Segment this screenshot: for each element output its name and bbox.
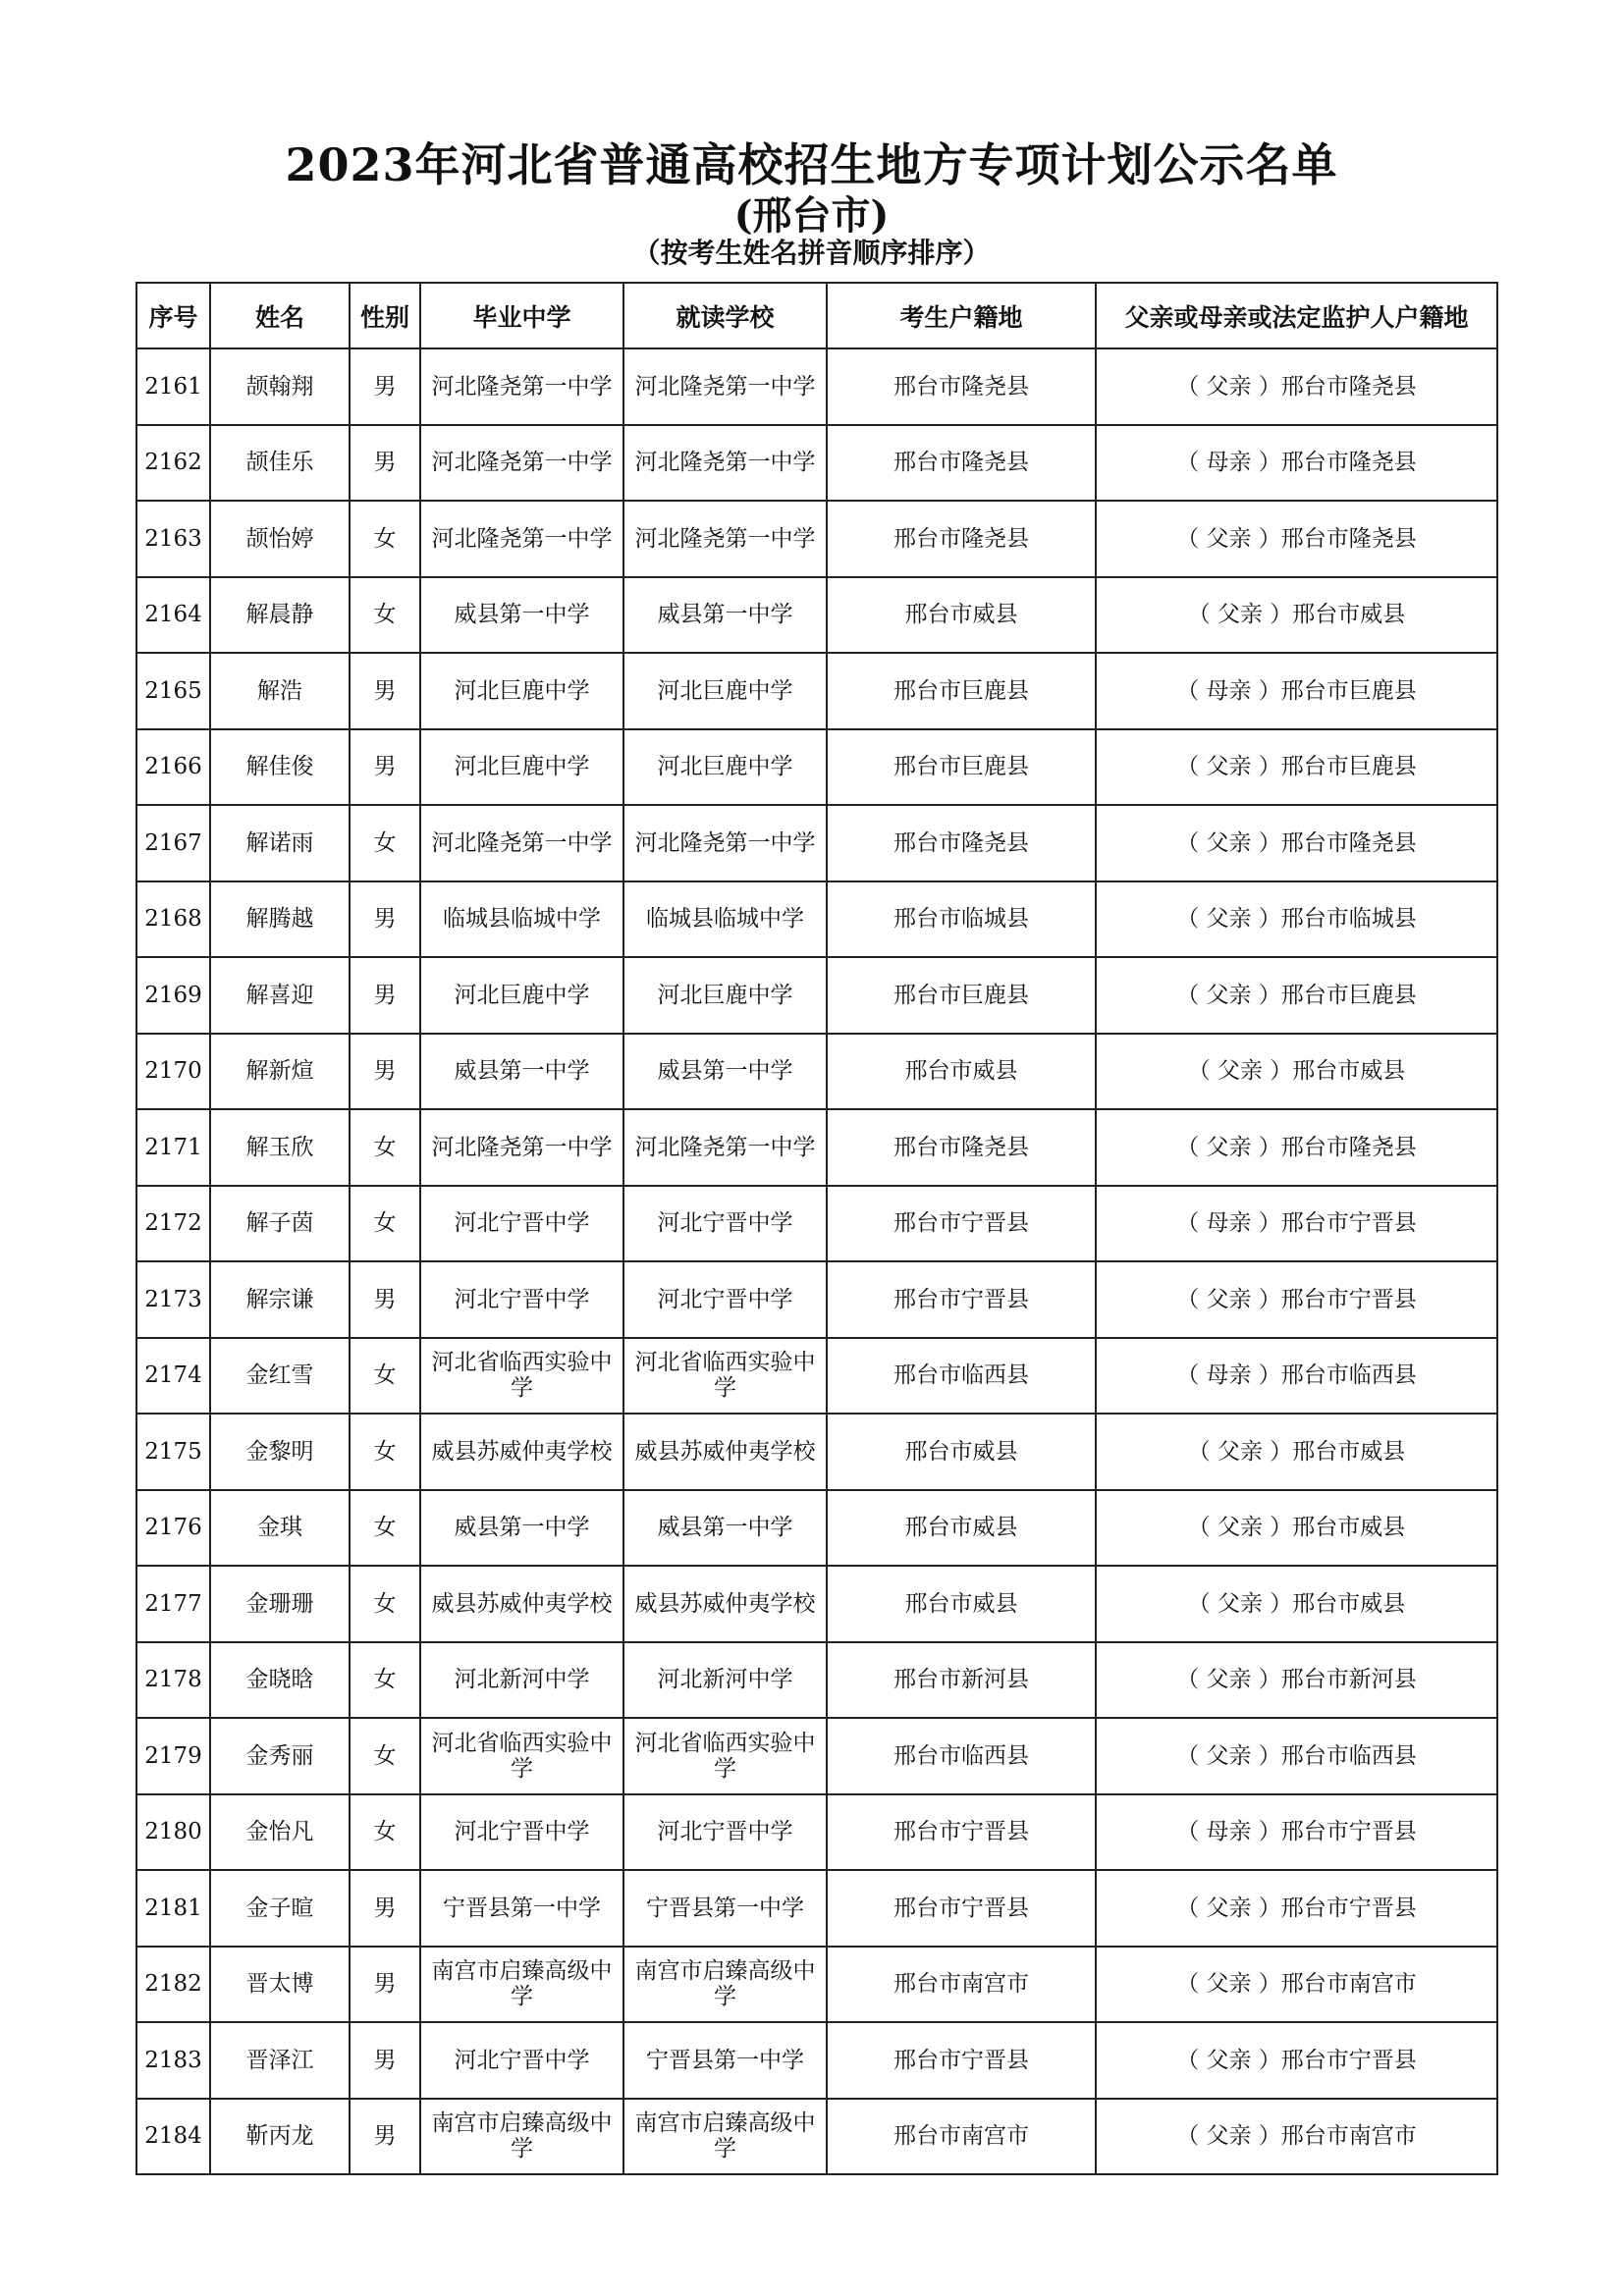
cell-name: 解浩 [210,653,350,729]
table-row [136,1870,1497,1947]
cell-gender: 男 [350,881,420,958]
cell-gender: 男 [350,2022,420,2099]
cell-index: 2179 [136,1718,210,1794]
cell-gender: 女 [350,501,420,577]
cell-gender: 男 [350,1947,420,2023]
cell-student-hukou: 邢台市威县 [827,1566,1096,1642]
cell-graduation-school: 威县第一中学 [420,1490,623,1567]
cell-student-hukou: 邢台市临西县 [827,1718,1096,1794]
cell-student-hukou: 邢台市宁晋县 [827,1186,1096,1262]
cell-gender: 女 [350,1414,420,1490]
cell-current-school: 威县第一中学 [623,1490,827,1567]
cell-student-hukou: 邢台市威县 [827,1490,1096,1567]
cell-graduation-school: 河北省临西实验中学 [420,1718,623,1794]
table-row [136,1034,1497,1110]
cell-student-hukou: 邢台市隆尧县 [827,425,1096,502]
cell-student-hukou: 邢台市威县 [827,1414,1096,1490]
cell-graduation-school: 威县第一中学 [420,1034,623,1110]
table-row [136,425,1497,502]
header-guardian-hukou: 父亲或母亲或法定监护人户籍地 [1096,283,1497,348]
cell-current-school: 河北宁晋中学 [623,1261,827,1338]
cell-current-school: 宁晋县第一中学 [623,2022,827,2099]
cell-name: 金秀丽 [210,1718,350,1794]
cell-index: 2174 [136,1338,210,1415]
cell-name: 金子暄 [210,1870,350,1947]
cell-index: 2162 [136,425,210,502]
cell-guardian-hukou: （ 母亲 ）邢台市隆尧县 [1096,425,1497,502]
cell-gender: 女 [350,1566,420,1642]
cell-student-hukou: 邢台市宁晋县 [827,1870,1096,1947]
cell-graduation-school: 河北隆尧第一中学 [420,501,623,577]
table-row [136,2022,1497,2099]
cell-guardian-hukou: （ 父亲 ）邢台市巨鹿县 [1096,957,1497,1034]
cell-name: 解佳俊 [210,729,350,806]
cell-gender: 男 [350,1870,420,1947]
cell-student-hukou: 邢台市隆尧县 [827,348,1096,425]
cell-current-school: 河北宁晋中学 [623,1794,827,1871]
cell-student-hukou: 邢台市宁晋县 [827,1794,1096,1871]
header-graduation-school: 毕业中学 [420,283,623,348]
cell-graduation-school: 南宫市启臻高级中学 [420,1947,623,2023]
cell-student-hukou: 邢台市临城县 [827,881,1096,958]
table-row [136,577,1497,654]
cell-student-hukou: 邢台市新河县 [827,1642,1096,1719]
cell-name: 金晓晗 [210,1642,350,1719]
cell-index: 2164 [136,577,210,654]
table-row [136,1109,1497,1186]
cell-index: 2168 [136,881,210,958]
cell-graduation-school: 威县苏威仲夷学校 [420,1566,623,1642]
cell-current-school: 南宫市启臻高级中学 [623,1947,827,2023]
table-row [136,1490,1497,1567]
table-row [136,957,1497,1034]
cell-current-school: 河北隆尧第一中学 [623,501,827,577]
table-row [136,805,1497,881]
cell-name: 解新煊 [210,1034,350,1110]
cell-graduation-school: 河北隆尧第一中学 [420,1109,623,1186]
table-row [136,1718,1497,1794]
cell-gender: 男 [350,348,420,425]
cell-name: 解玉欣 [210,1109,350,1186]
cell-current-school: 河北新河中学 [623,1642,827,1719]
table-row [136,653,1497,729]
cell-index: 2163 [136,501,210,577]
table-row [136,1642,1497,1719]
cell-guardian-hukou: （ 父亲 ）邢台市南宫市 [1096,1947,1497,2023]
cell-name: 颉翰翔 [210,348,350,425]
cell-guardian-hukou: （ 父亲 ）邢台市宁晋县 [1096,1870,1497,1947]
cell-current-school: 河北省临西实验中学 [623,1718,827,1794]
cell-index: 2171 [136,1109,210,1186]
cell-guardian-hukou: （ 父亲 ）邢台市隆尧县 [1096,348,1497,425]
cell-student-hukou: 邢台市南宫市 [827,2099,1096,2175]
cell-current-school: 河北隆尧第一中学 [623,1109,827,1186]
cell-name: 解喜迎 [210,957,350,1034]
cell-name: 金怡凡 [210,1794,350,1871]
cell-name: 金琪 [210,1490,350,1567]
cell-student-hukou: 邢台市威县 [827,577,1096,654]
cell-index: 2175 [136,1414,210,1490]
cell-name: 金珊珊 [210,1566,350,1642]
table-row [136,729,1497,806]
cell-guardian-hukou: （ 母亲 ）邢台市巨鹿县 [1096,653,1497,729]
cell-gender: 女 [350,1718,420,1794]
table-row [136,1947,1497,2023]
cell-index: 2173 [136,1261,210,1338]
cell-graduation-school: 威县苏威仲夷学校 [420,1414,623,1490]
cell-gender: 男 [350,1261,420,1338]
cell-guardian-hukou: （ 父亲 ）邢台市巨鹿县 [1096,729,1497,806]
cell-gender: 男 [350,1034,420,1110]
cell-gender: 女 [350,1338,420,1415]
document-title: 2023年河北省普通高校招生地方专项计划公示名单 [285,138,1338,191]
cell-graduation-school: 河北宁晋中学 [420,1261,623,1338]
cell-gender: 男 [350,2099,420,2175]
cell-name: 晋太博 [210,1947,350,2023]
cell-student-hukou: 邢台市威县 [827,1034,1096,1110]
cell-current-school: 河北隆尧第一中学 [623,805,827,881]
cell-student-hukou: 邢台市隆尧县 [827,1109,1096,1186]
cell-graduation-school: 河北隆尧第一中学 [420,348,623,425]
cell-graduation-school: 南宫市启臻高级中学 [420,2099,623,2175]
cell-graduation-school: 宁晋县第一中学 [420,1870,623,1947]
cell-graduation-school: 河北省临西实验中学 [420,1338,623,1415]
cell-index: 2172 [136,1186,210,1262]
table-row [136,1261,1497,1338]
cell-index: 2183 [136,2022,210,2099]
cell-index: 2165 [136,653,210,729]
cell-current-school: 河北隆尧第一中学 [623,425,827,502]
cell-graduation-school: 河北隆尧第一中学 [420,805,623,881]
header-name: 姓名 [210,283,350,348]
cell-index: 2169 [136,957,210,1034]
cell-index: 2167 [136,805,210,881]
cell-name: 颉怡婷 [210,501,350,577]
cell-gender: 男 [350,729,420,806]
cell-index: 2184 [136,2099,210,2175]
table-row [136,1414,1497,1490]
cell-graduation-school: 河北宁晋中学 [420,2022,623,2099]
cell-index: 2180 [136,1794,210,1871]
cell-gender: 男 [350,425,420,502]
cell-name: 颉佳乐 [210,425,350,502]
cell-guardian-hukou: （ 母亲 ）邢台市临西县 [1096,1338,1497,1415]
cell-name: 解诺雨 [210,805,350,881]
cell-gender: 男 [350,957,420,1034]
cell-name: 晋泽江 [210,2022,350,2099]
cell-current-school: 威县苏威仲夷学校 [623,1566,827,1642]
cell-current-school: 河北巨鹿中学 [623,957,827,1034]
table-row [136,1794,1497,1871]
cell-graduation-school: 河北巨鹿中学 [420,729,623,806]
sort-note: （按考生姓名拼音顺序排序） [632,237,991,269]
cell-current-school: 威县第一中学 [623,577,827,654]
cell-guardian-hukou: （ 父亲 ）邢台市威县 [1096,1566,1497,1642]
cell-current-school: 河北省临西实验中学 [623,1338,827,1415]
cell-index: 2170 [136,1034,210,1110]
cell-current-school: 威县第一中学 [623,1034,827,1110]
cell-current-school: 临城县临城中学 [623,881,827,958]
cell-current-school: 威县苏威仲夷学校 [623,1414,827,1490]
cell-index: 2181 [136,1870,210,1947]
cell-gender: 女 [350,1109,420,1186]
cell-gender: 女 [350,805,420,881]
cell-guardian-hukou: （ 父亲 ）邢台市隆尧县 [1096,501,1497,577]
cell-index: 2177 [136,1566,210,1642]
table-row [136,1186,1497,1262]
cell-student-hukou: 邢台市宁晋县 [827,2022,1096,2099]
table-row [136,1338,1497,1415]
cell-student-hukou: 邢台市宁晋县 [827,1261,1096,1338]
header-current-school: 就读学校 [623,283,827,348]
cell-guardian-hukou: （ 父亲 ）邢台市威县 [1096,577,1497,654]
cell-index: 2182 [136,1947,210,2023]
cell-name: 解宗谦 [210,1261,350,1338]
cell-guardian-hukou: （ 父亲 ）邢台市威县 [1096,1414,1497,1490]
cell-gender: 女 [350,1490,420,1567]
cell-index: 2161 [136,348,210,425]
header-index: 序号 [136,283,210,348]
cell-name: 解腾越 [210,881,350,958]
cell-graduation-school: 河北宁晋中学 [420,1794,623,1871]
cell-student-hukou: 邢台市巨鹿县 [827,729,1096,806]
cell-guardian-hukou: （ 母亲 ）邢台市宁晋县 [1096,1794,1497,1871]
cell-student-hukou: 邢台市巨鹿县 [827,957,1096,1034]
cell-graduation-school: 河北巨鹿中学 [420,957,623,1034]
cell-current-school: 河北巨鹿中学 [623,729,827,806]
cell-name: 解晨静 [210,577,350,654]
table-row [136,2099,1497,2175]
table-row [136,348,1497,425]
cell-graduation-school: 威县第一中学 [420,577,623,654]
cell-guardian-hukou: （ 父亲 ）邢台市隆尧县 [1096,805,1497,881]
cell-student-hukou: 邢台市临西县 [827,1338,1096,1415]
cell-graduation-school: 河北宁晋中学 [420,1186,623,1262]
cell-guardian-hukou: （ 父亲 ）邢台市宁晋县 [1096,1261,1497,1338]
cell-current-school: 河北宁晋中学 [623,1186,827,1262]
document-subtitle: (邢台市) [733,192,890,239]
cell-guardian-hukou: （ 父亲 ）邢台市威县 [1096,1490,1497,1567]
cell-student-hukou: 邢台市巨鹿县 [827,653,1096,729]
cell-current-school: 南宫市启臻高级中学 [623,2099,827,2175]
cell-gender: 女 [350,1186,420,1262]
cell-graduation-school: 河北新河中学 [420,1642,623,1719]
cell-guardian-hukou: （ 父亲 ）邢台市宁晋县 [1096,2022,1497,2099]
cell-guardian-hukou: （ 父亲 ）邢台市威县 [1096,1034,1497,1110]
cell-index: 2166 [136,729,210,806]
roster-table [135,282,1498,2175]
cell-guardian-hukou: （ 父亲 ）邢台市新河县 [1096,1642,1497,1719]
cell-guardian-hukou: （ 父亲 ）邢台市南宫市 [1096,2099,1497,2175]
cell-index: 2178 [136,1642,210,1719]
cell-gender: 女 [350,1794,420,1871]
header-gender: 性别 [350,283,420,348]
header-student-hukou: 考生户籍地 [827,283,1096,348]
cell-gender: 男 [350,653,420,729]
cell-guardian-hukou: （ 母亲 ）邢台市宁晋县 [1096,1186,1497,1262]
cell-graduation-school: 河北隆尧第一中学 [420,425,623,502]
table-row [136,1566,1497,1642]
cell-graduation-school: 临城县临城中学 [420,881,623,958]
table-row [136,881,1497,958]
cell-current-school: 河北巨鹿中学 [623,653,827,729]
cell-name: 金黎明 [210,1414,350,1490]
cell-guardian-hukou: （ 父亲 ）邢台市临城县 [1096,881,1497,958]
cell-index: 2176 [136,1490,210,1567]
cell-gender: 女 [350,577,420,654]
table-row [136,501,1497,577]
cell-student-hukou: 邢台市隆尧县 [827,805,1096,881]
cell-graduation-school: 河北巨鹿中学 [420,653,623,729]
cell-current-school: 河北隆尧第一中学 [623,348,827,425]
cell-current-school: 宁晋县第一中学 [623,1870,827,1947]
cell-name: 靳丙龙 [210,2099,350,2175]
cell-guardian-hukou: （ 父亲 ）邢台市临西县 [1096,1718,1497,1794]
cell-guardian-hukou: （ 父亲 ）邢台市隆尧县 [1096,1109,1497,1186]
cell-name: 金红雪 [210,1338,350,1415]
cell-gender: 女 [350,1642,420,1719]
cell-name: 解子茵 [210,1186,350,1262]
cell-student-hukou: 邢台市南宫市 [827,1947,1096,2023]
cell-student-hukou: 邢台市隆尧县 [827,501,1096,577]
table-header-row [136,283,1497,348]
